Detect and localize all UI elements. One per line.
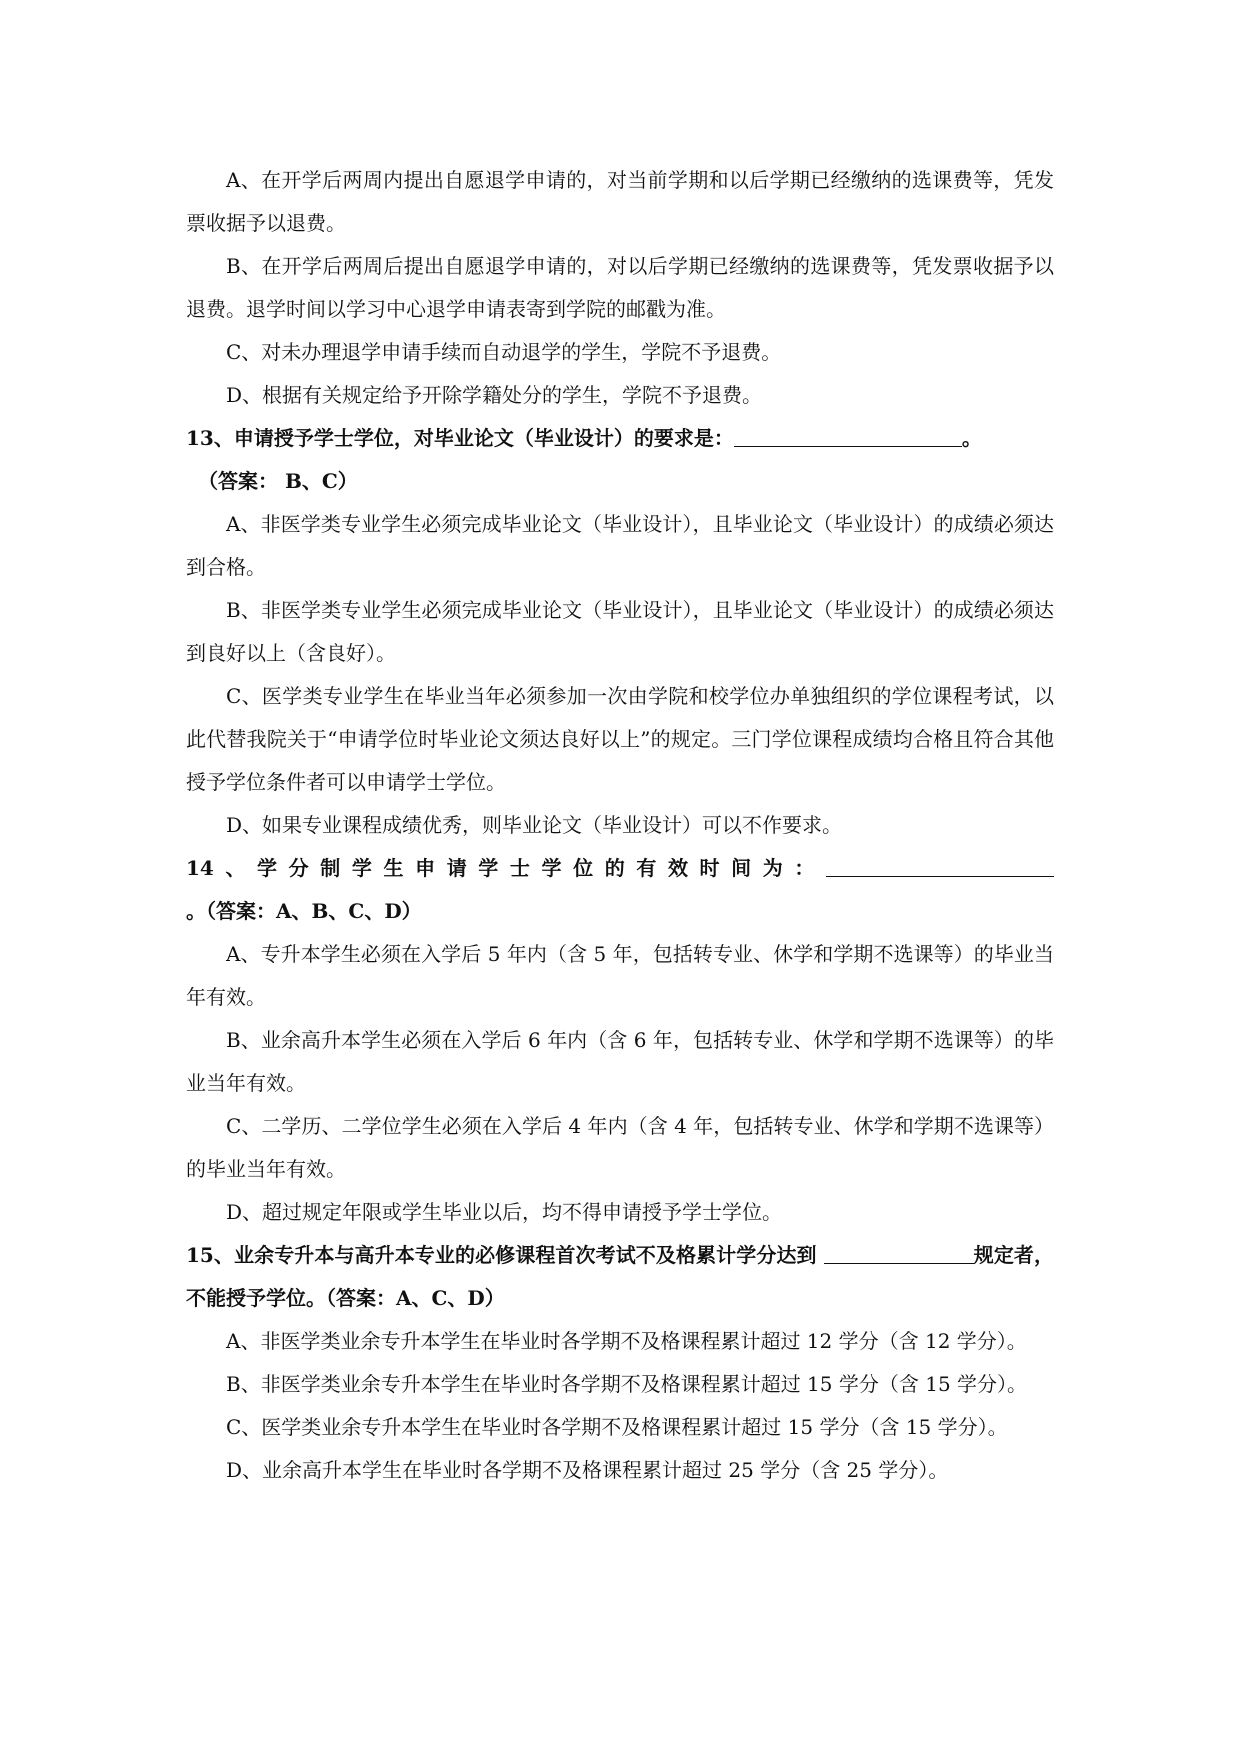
q13-option-b: B、非医学类专业学生必须完成毕业论文（毕业设计），且毕业论文（毕业设计）的成绩必须达到良好以上（含良好）。	[186, 598, 1054, 665]
q13-option-c: C、医学类专业学生在毕业当年必须参加一次由学院和校学位办单独组织的学位课程考试，以此代替我院关于“申请学位时毕业论文须达良好以上”的规定。三门学位课程成绩均合格且符合其他授予学位条件者可以申请学士学位。	[186, 684, 1054, 794]
q14-option-a: A、专升本学生必须在入学后 5 年内（含 5 年，包括转专业、休学和学期不选课等）的毕业当年有效。	[186, 942, 1054, 1009]
q15-option-d: D、业余高升本学生在毕业时各学期不及格课程累计超过 25 学分（含 25 学分）。	[226, 1458, 949, 1482]
answer-blank	[826, 856, 1054, 877]
option-d: D、根据有关规定给予开除学籍处分的学生，学院不予退费。	[226, 383, 763, 407]
q14-option-d: D、超过规定年限或学生毕业以后，均不得申请授予学士学位。	[226, 1200, 783, 1224]
question-13-stem: 13、申请授予学士学位，对毕业论文（毕业设计）的要求是：	[186, 426, 734, 450]
answer-blank	[824, 1243, 974, 1264]
question-13	[186, 417, 1054, 460]
question-15-tail: 规定者，不能授予学位。（答案：A、C、D）	[186, 1243, 1055, 1310]
question-15-stem: 15、业余专升本与高升本专业的必修课程首次考试不及格累计学分达到	[186, 1243, 824, 1267]
question-13-answer: （答案： B、C）	[198, 469, 358, 493]
question-14-tail: 。（答案：A、B、C、D）	[186, 899, 422, 923]
question-14-stem: 14、学分制学生申请学士学位的有效时间为：	[186, 856, 826, 880]
q15-option-b: B、非医学类业余专升本学生在毕业时各学期不及格课程累计超过 15 学分（含 15 学分）。	[226, 1372, 1028, 1396]
answer-blank	[734, 426, 962, 447]
question-15	[186, 1234, 1054, 1320]
question-14	[186, 847, 1054, 933]
option-a: A、在开学后两周内提出自愿退学申请的，对当前学期和以后学期已经缴纳的选课费等，凭发票收据予以退费。	[186, 168, 1054, 235]
q13-option-d: D、如果专业课程成绩优秀，则毕业论文（毕业设计）可以不作要求。	[226, 813, 843, 837]
question-13-tail: 。	[961, 426, 982, 450]
option-b: B、在开学后两周后提出自愿退学申请的，对以后学期已经缴纳的选课费等，凭发票收据予以退费。退学时间以学习中心退学申请表寄到学院的邮戳为准。	[186, 254, 1054, 321]
q14-option-b: B、业余高升本学生必须在入学后 6 年内（含 6 年，包括转专业、休学和学期不选课等）的毕业当年有效。	[186, 1028, 1054, 1095]
document-body	[186, 159, 1054, 1492]
q13-option-a: A、非医学类专业学生必须完成毕业论文（毕业设计），且毕业论文（毕业设计）的成绩必须达到合格。	[186, 512, 1054, 579]
option-c: C、对未办理退学申请手续而自动退学的学生，学院不予退费。	[226, 340, 782, 364]
q14-option-c: C、二学历、二学位学生必须在入学后 4 年内（含 4 年，包括转专业、休学和学期不选课等）的毕业当年有效。	[186, 1114, 1054, 1181]
q15-option-a: A、非医学类业余专升本学生在毕业时各学期不及格课程累计超过 12 学分（含 12 学分）。	[226, 1329, 1027, 1353]
q15-option-c: C、医学类业余专升本学生在毕业时各学期不及格课程累计超过 15 学分（含 15 学分）。	[226, 1415, 1008, 1439]
